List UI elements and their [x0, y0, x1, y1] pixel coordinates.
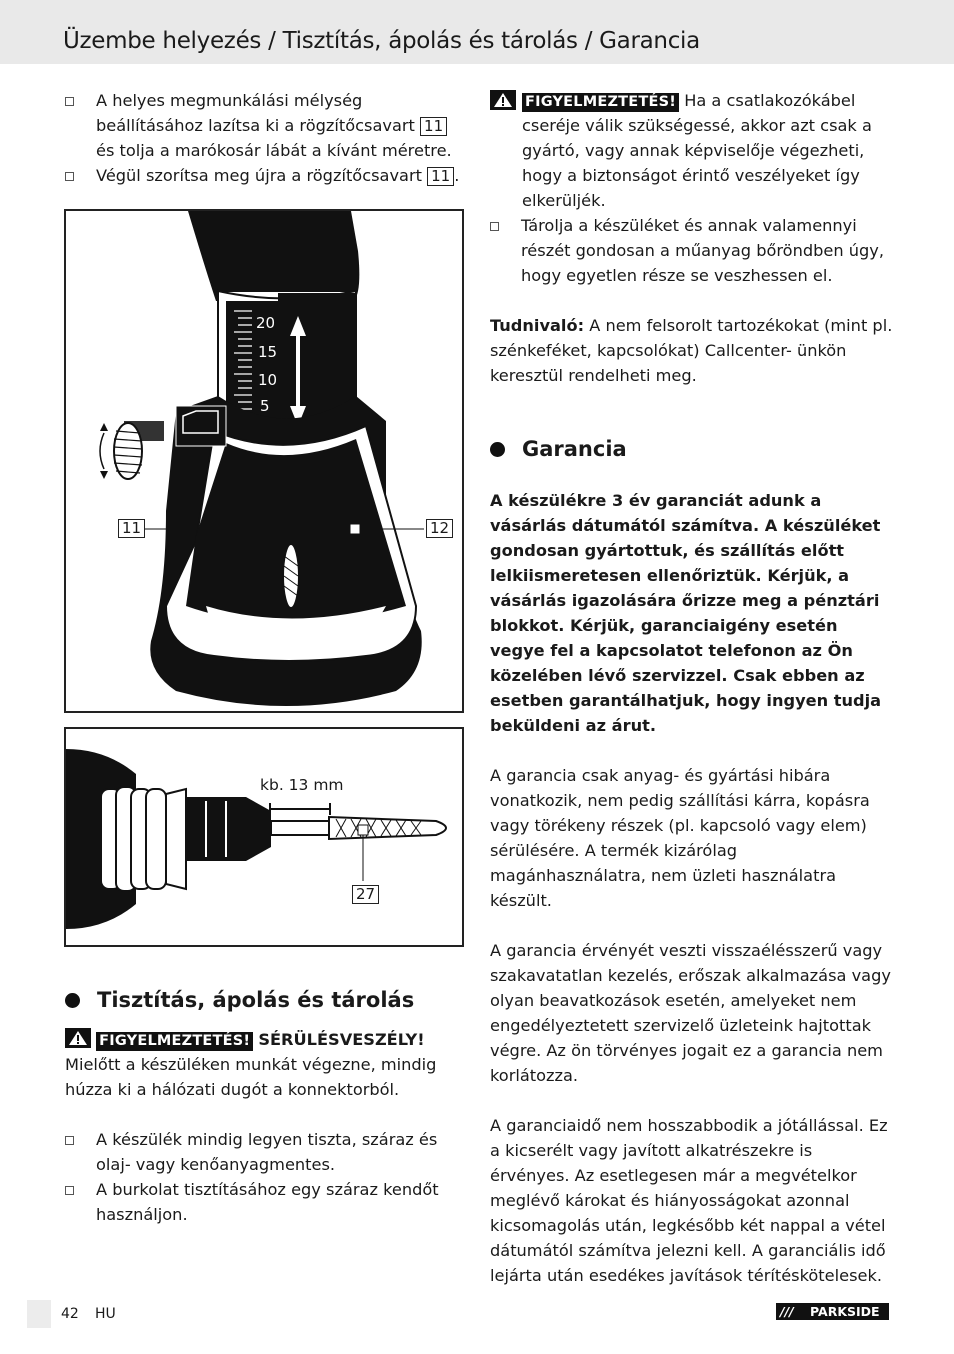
- warranty-paragraph-2: A garancia érvényét veszti visszaélésszerű vagy szakavatatlan kezelés, erőszak alkalmazása vagy olyan beavatkozások esetén, amelyeket nem engedélyeztetett szervizelő üzleteink hajtottak végre. Az ön törvényes jogait ez a garancia nem korlátozza.: [490, 941, 891, 1085]
- page-header: [0, 0, 954, 64]
- warning-label: FIGYELMEZTETÉS!: [522, 93, 679, 112]
- list-item: A készülék mindig legyen tiszta, száraz és olaj- vagy kenőanyagmentes.: [65, 1127, 465, 1177]
- section-heading: Garancia: [490, 436, 895, 462]
- left-top-bullets: [65, 88, 465, 188]
- figure-router-base: [64, 209, 464, 713]
- cleaning-section: [65, 987, 465, 1227]
- page-title: Üzembe helyezés / Tisztítás, ápolás és tárolás / Garancia: [63, 28, 700, 54]
- measurement-label: kb. 13 mm: [260, 776, 344, 794]
- bullet-dot-icon: [65, 993, 80, 1008]
- bullet-square: [65, 97, 74, 106]
- scale-label: 10: [258, 371, 278, 389]
- list-item: Végül szorítsa meg újra a rögzítőcsavart 11 .: [65, 163, 465, 188]
- scale-label: 15: [258, 343, 278, 361]
- warning-triangle-icon: [65, 1028, 91, 1048]
- footer-tab: [27, 1300, 51, 1328]
- part-ref-11: 11: [118, 519, 145, 538]
- note-paragraph: [490, 313, 895, 388]
- part-ref-12: 12: [426, 519, 453, 538]
- right-column: [490, 88, 895, 1288]
- warning-block: [490, 88, 895, 213]
- note-label: Tudnivaló:: [490, 316, 585, 335]
- figure-router-bit: [64, 727, 464, 947]
- bullet-square: [65, 1186, 74, 1195]
- list-item: Tárolja a készüléket és annak valamennyi részét gondosan a műanyag bőröndben úgy, hogy egyetlen része se veszhessen el.: [490, 213, 895, 288]
- scale-label: 20: [256, 314, 276, 332]
- brand-name: PARKSIDE: [810, 1304, 880, 1319]
- section-heading: Tisztítás, ápolás és tárolás: [65, 987, 465, 1013]
- note-text: A nem felsorolt tartozékokat (mint pl. szénkeféket, kapcsolókat) Callcenter- ünkön keresztül rendelheti meg.: [490, 316, 893, 385]
- bullet-square: [65, 1136, 74, 1145]
- logo-stripes-icon: ///: [780, 1304, 794, 1319]
- scale-label: 5: [260, 397, 270, 415]
- list-item: A burkolat tisztításához egy száraz kendőt használjon.: [65, 1177, 465, 1227]
- router-bit-illustration: [66, 729, 462, 945]
- warning-line: [65, 1027, 465, 1052]
- warranty-paragraph-3: A garanciaidő nem hosszabbodik a jótállással. Ez a kicserélt vagy javított alkatrészekre is érvényes. Az esetlegesen már a megvételkor meglévő károkat és hiányosságokat azonnal kicsomagolás után, legkésőbb két nappal a vétel dátumától számítva jelezni kell. A garanciális idő lejárta után esedékes javítások térítéskötelesek.: [490, 1116, 888, 1285]
- warning-triangle-icon: [490, 90, 516, 110]
- warranty-bold-paragraph: A készülékre 3 év garanciát adunk a vásárlás dátumától számítva. A készüléket gondosan gyártottuk, és szállítás előtt lelkiismeretesen ellenőriztük. Kérjük, a vásárlás igazolására őrizze meg a pénztári blokkot. Kérjük, garanciaigény esetén vegye fel a kapcsolatot telefonon az Ön közelében lévő szervizzel. Csak ebben az esetben garantálhatjuk, hogy ingyen tudja beküldeni az árut.: [490, 491, 882, 735]
- bullet-square: [490, 222, 499, 231]
- page-number: 42: [61, 1306, 79, 1322]
- language-code: HU: [95, 1306, 116, 1322]
- warranty-paragraph-1: A garancia csak anyag- és gyártási hibára vonatkozik, nem pedig szállítási kárra, kopásra vagy törékeny részek (pl. kapcsoló vagy elem) sérülésére. A termék kizárólag magánhasználatra, nem üzleti használatra készült.: [490, 766, 870, 910]
- bullet-dot-icon: [490, 442, 505, 457]
- bullet-square: [65, 172, 74, 181]
- part-ref: 11: [420, 117, 447, 136]
- list-item: A helyes megmunkálási mélység beállításához lazítsa ki a rögzítőcsavart 11 és tolja a marókosár lábát a kívánt méretre.: [65, 88, 465, 163]
- warning-text: Mielőtt a készüléken munkát végezne, mindig húzza ki a hálózati dugót a konnektorból.: [65, 1055, 437, 1099]
- warning-text: Ha a csatlakozókábel cseréje válik szükségessé, akkor azt csak a gyártó, vagy annak képviselője végezheti, hogy a biztonságot érintő veszélyeket így elkerüljék.: [522, 91, 872, 210]
- part-ref: 11: [427, 167, 454, 186]
- brand-logo: [776, 1303, 889, 1320]
- warning-label: FIGYELMEZTETÉS!: [96, 1032, 253, 1051]
- danger-label: SÉRÜLÉSVESZÉLY!: [258, 1030, 425, 1049]
- router-base-illustration: [66, 211, 462, 711]
- part-ref-27: 27: [352, 885, 379, 904]
